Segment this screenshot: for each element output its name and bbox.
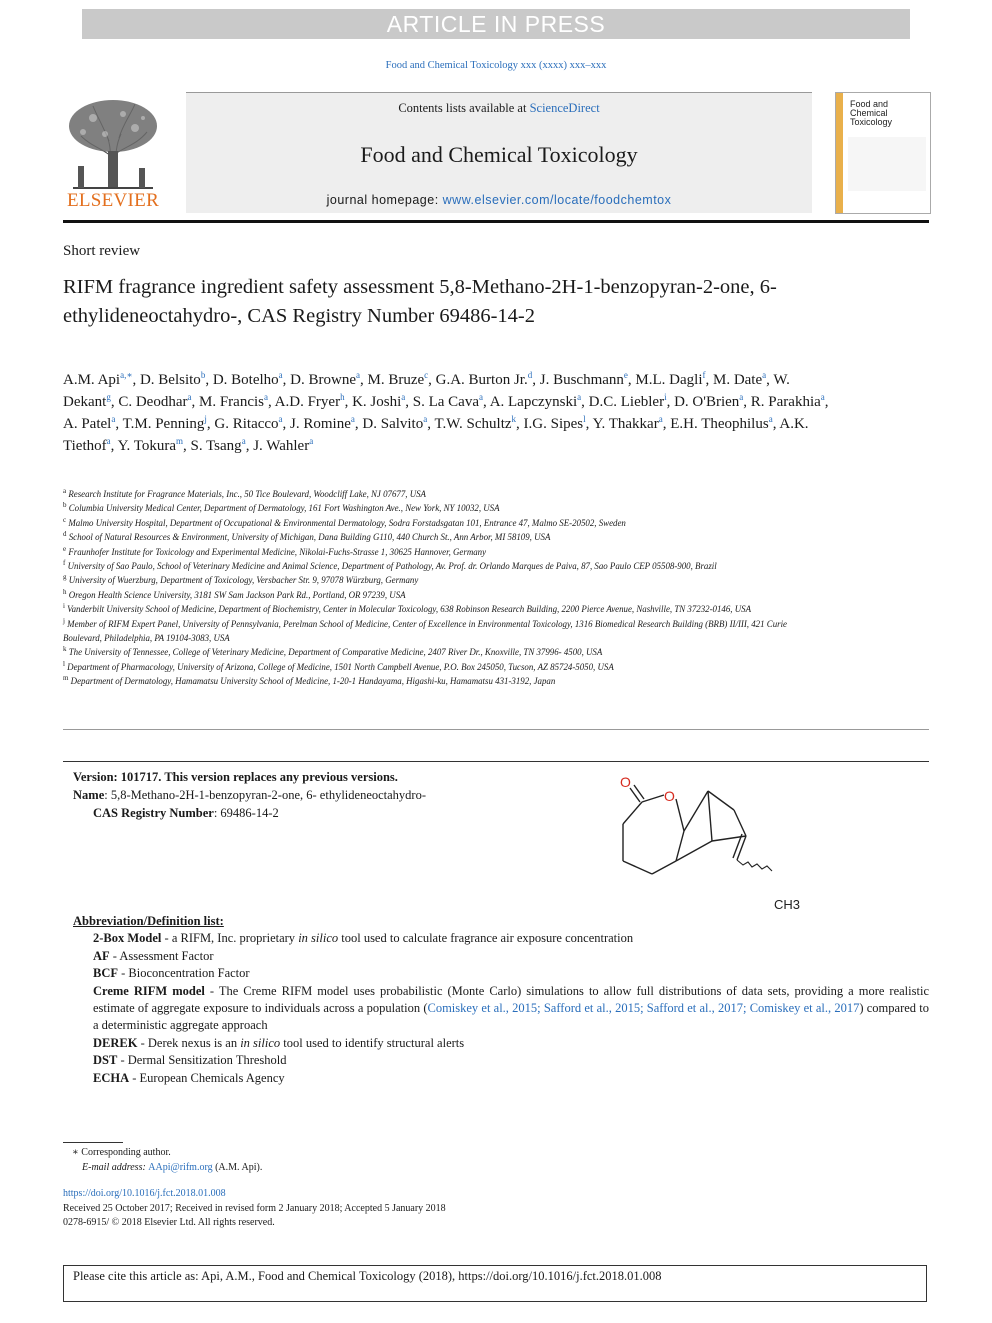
name-label: Name (73, 788, 105, 802)
author-name[interactable]: C. Deodhar (118, 394, 188, 410)
author-affiliation-marker[interactable]: c (424, 370, 429, 380)
abbreviation-list (73, 913, 929, 1087)
affiliation-item: $^j$ Member of RIFM Expert Panel, University of Pennsylvania, Perelman School of Medicine, Center of Excellence in Environmental Toxicology, 1316 Biomedical Research Building (BRB) II/III, 421 Curie Boulevard, Philadelphia, PA 19104-3083, USA (63, 616, 787, 644)
affiliation-item: $^m$ Department of Dermatology, Hamamatsu University School of Medicine, 1-20-1 Handayama, Higashi-ku, Hamamatsu 431-3192, Japan (63, 674, 556, 687)
author-name[interactable]: S. La Cava (412, 394, 479, 410)
sciencedirect-link[interactable]: ScienceDirect (529, 101, 600, 115)
received-dates: Received 25 October 2017; Received in revised form 2 January 2018; Accepted 5 January 2018 (63, 1202, 446, 1214)
author-affiliation-marker[interactable]: a (278, 370, 283, 380)
author-name[interactable]: M. Francis (198, 394, 264, 410)
cover-image (848, 137, 926, 191)
version-line: Version: 101717. This version replaces any previous versions. (73, 770, 398, 784)
author-name[interactable]: D.C. Liebler (588, 394, 665, 410)
affiliation-item: $^d$ School of Natural Resources & Environment, University of Michigan, Dana Building G110, 440 Church St., Ann Arbor, MI 58109, USA (63, 530, 551, 543)
homepage-link[interactable]: www.elsevier.com/locate/foodchemtox (442, 193, 672, 207)
affiliation-item: $^f$ University of Sao Paulo, School of Veterinary Medicine and Animal Science, Department of Pathology, Av. Prof. dr. Orlando Marques de Paiva, 87, Sao Paulo CEP 05508-900, Brazil (63, 559, 717, 572)
author-affiliation-marker[interactable]: a (278, 414, 283, 424)
author-affiliation-marker[interactable]: g (106, 392, 111, 402)
abbr-item-dst: DST - Dermal Sensitization Threshold (93, 1053, 287, 1068)
affiliation-item: $^e$ Fraunhofer Institute for Toxicology and Experimental Medicine, Nikolai-Fuchs-Strasse 1, 30625 Hannover, Germany (63, 544, 487, 557)
author-affiliation-marker[interactable]: e (623, 370, 628, 380)
author-name[interactable]: T.M. Penning (122, 416, 205, 432)
author-name[interactable]: I.G. Sipes (523, 416, 584, 432)
article-in-press-banner: ARTICLE IN PRESS (82, 9, 910, 39)
cas-line (73, 804, 573, 822)
structure-oxo-label: O (620, 774, 631, 790)
substance-info (73, 768, 573, 822)
affiliation-item: $^c$ Malmo University Hospital, Department of Occupational & Environmental Dermatology, Sodra Forstadsgatan 101, Entrance 47, Malmo SE-20502, Sweden (63, 515, 626, 528)
author-affiliation-marker[interactable]: h (340, 392, 345, 402)
author-name[interactable]: J. Wahler (253, 438, 310, 454)
cover-title: Food and Chemical Toxicology (850, 99, 893, 127)
author-affiliation-marker[interactable]: a (577, 392, 582, 402)
author-affiliation-marker[interactable]: a (820, 392, 825, 402)
author-name[interactable]: M.L. Dagli (635, 372, 703, 388)
contents-line (186, 101, 812, 116)
author-name[interactable]: G.A. Burton Jr. (435, 372, 528, 388)
creme-references-link[interactable]: Comiskey et al., 2015; Safford et al., 2015; Safford et al., 2017; Comiskey et al., 2017 (427, 1001, 860, 1016)
footnotes (72, 1145, 772, 1175)
abbr-item-bcf: BCF - Bioconcentration Factor (93, 966, 250, 981)
author-name[interactable]: D. Browne (290, 372, 356, 388)
info-box-rule (63, 761, 929, 762)
author-affiliation-marker[interactable]: a (479, 392, 483, 402)
author-affiliation-marker[interactable]: a (355, 370, 360, 380)
author-affiliation-marker[interactable]: j (204, 414, 207, 424)
footnote-rule (63, 1142, 123, 1143)
author-name[interactable]: M. Date (712, 372, 763, 388)
article-type: Short review (63, 243, 141, 259)
author-name[interactable]: E.H. Theophilus (670, 416, 769, 432)
abbr-item-af: AF - Assessment Factor (93, 948, 214, 963)
author-affiliation-marker[interactable]: i (664, 392, 667, 402)
author-name[interactable]: Y. Tokura (117, 438, 176, 454)
author-name[interactable]: T.W. Schultz (434, 416, 512, 432)
corresponding-author-note: ∗ Corresponding author. (72, 1147, 171, 1158)
author-affiliation-marker[interactable]: k (511, 414, 517, 424)
author-name[interactable]: J. Buschmann (539, 372, 624, 388)
chemical-structure (600, 766, 820, 916)
author-affiliation-marker[interactable]: a,∗ (120, 370, 133, 380)
author-name[interactable]: D. Belsito (139, 372, 201, 388)
author-affiliation-marker[interactable]: m (175, 436, 183, 446)
email-link[interactable]: AApi@rifm.org (148, 1162, 213, 1173)
author-affiliation-marker[interactable]: a (350, 414, 355, 424)
author-affiliation-marker[interactable]: a (241, 436, 246, 446)
journal-cover-thumbnail (835, 92, 931, 214)
author-name[interactable]: M. Bruze (367, 372, 425, 388)
author-list: A.M. Api$^{a,∗}$, D. Belsito$^b$, D. Botelho$^a$, D. Browne$^a$, M. Bruze$^c$, G.A. Burton Jr.$^d$, J. Buschmann$^e$, M.L. Dagli$^f$, M. Date$^a$, W. Dekant$^g$, C. Deodhar$^a$, M. Francis$^a$, A.D. Fryer$^h$, K. Joshi$^a$, S. La Cava$^a$, A. Lapczynski$^a$, D.C. Liebler$^i$, D. O'Brien$^a$, R. Parakhia$^a$, A. Patel$^a$, T.M. Penning$^j$, G. Ritacco$^a$, J. Romine$^a$, D. Salvito$^a$, T.W. Schultz$^k$, I.G. Sipes$^l$, Y. Thakkar$^a$, E.H. Theophilus$^a$, A.K. Tiethof$^a$, Y. Tokura$^m$, S. Tsang$^a$, J. Wahler$^a$ (63, 370, 829, 454)
author-affiliation-marker[interactable]: a (658, 414, 663, 424)
author-affiliation-marker[interactable]: a (111, 414, 116, 424)
author-affiliation-marker[interactable]: a (423, 414, 428, 424)
author-affiliation-marker[interactable]: a (309, 436, 314, 446)
affiliation-item: $^b$ Columbia University Medical Center, Department of Dermatology, 161 Fort Washington Ave., New York, NY 10032, USA (63, 501, 500, 514)
author-name[interactable]: A. Lapczynski (489, 394, 578, 410)
homepage-prefix: journal homepage: (326, 193, 443, 207)
abbr-item-2box: 2-Box Model - a RIFM, Inc. proprietary in silico tool used to calculate fragrance air exposure concentration (93, 931, 634, 946)
author-name[interactable]: D. O'Brien (674, 394, 740, 410)
cas-value: : 69486-14-2 (213, 806, 279, 820)
affiliation-item: $^h$ Oregon Health Science University, 3181 SW Sam Jackson Park Rd., Portland, OR 97239, USA (63, 587, 406, 600)
cover-stripe (836, 93, 843, 213)
author-name[interactable]: D. Salvito (362, 416, 424, 432)
author-affiliation-marker[interactable]: a (106, 436, 111, 446)
structure-methyl-label: CH3 (774, 897, 801, 912)
abbr-item-echa: ECHA - European Chemicals Agency (93, 1070, 285, 1085)
affiliation-list (63, 487, 818, 689)
author-affiliation-marker[interactable]: b (200, 370, 206, 380)
author-affiliation-marker[interactable]: a (263, 392, 268, 402)
affiliation-item: $^a$ Research Institute for Fragrance Materials, Inc., 50 Tice Boulevard, Woodcliff Lake, NJ 07677, USA (63, 487, 426, 499)
author-name[interactable]: A.M. Api (63, 372, 121, 388)
author-affiliation-marker[interactable]: f (702, 370, 706, 380)
affiliation-rule (63, 729, 929, 730)
author-affiliation-marker[interactable]: a (401, 392, 406, 402)
journal-title: Food and Chemical Toxicology (360, 142, 638, 167)
header-rule-bottom (63, 220, 929, 223)
contents-prefix: Contents lists available at (398, 101, 530, 115)
author-affiliation-marker[interactable]: a (739, 392, 744, 402)
author-name[interactable]: S. Tsang (190, 438, 242, 454)
affiliation-item: $^l$ Department of Pharmacology, University of Arizona, College of Medicine, 1501 North Campbell Avenue, P.O. Box 245050, Tucson, AZ 85724-5050, USA (63, 659, 614, 672)
journal-cite-line[interactable]: Food and Chemical Toxicology xxx (xxxx) xxx–xxx (385, 60, 607, 71)
structure-ring-o-label: O (664, 788, 675, 804)
email-note: E-mail address: AApi@rifm.org (A.M. Api). (82, 1162, 263, 1173)
affiliation-item: $^g$ University of Wuerzburg, Department of Toxicology, Versbacher Str. 9, 97078 Würzburg, Germany (63, 573, 419, 586)
abbr-item-creme: Creme RIFM model - The Creme RIFM model uses probabilistic (Monte Carlo) simulations to allow full distributions of data sets, providing a more realistic estimate of aggregate exposure to individuals across a population (Comiskey et al., 2015; Safford et al., 2015; Safford et al., 2017; Comiskey et al., 2017) compared to a deterministic aggregate approach (93, 983, 929, 1033)
author-name[interactable]: A. Patel (63, 416, 112, 432)
article-title: RIFM fragrance ingredient safety assessment 5,8-Methano-2H-1-benzopyran-2-one, 6- ethylideneoctahydro-, CAS Registry Number 69486-14-2 (63, 276, 777, 327)
author-name[interactable]: Y. Thakkar (592, 416, 659, 432)
author-affiliation-marker[interactable]: l (583, 414, 586, 424)
author-affiliation-marker[interactable]: a (762, 370, 767, 380)
author-name[interactable]: A.K. Tiethof (63, 416, 809, 454)
article-history (63, 1187, 763, 1231)
name-value: : 5,8-Methano-2H-1-benzopyran-2-one, 6- ethylideneoctahydro- (104, 788, 427, 802)
author-name[interactable]: W. Dekant (63, 372, 790, 410)
cas-label: CAS Registry Number (93, 806, 214, 820)
please-cite-box: Please cite this article as: Api, A.M., Food and Chemical Toxicology (2018), https://doi.org/10.1016/j.fct.2018.01.008 (63, 1265, 927, 1302)
doi-link[interactable]: https://doi.org/10.1016/j.fct.2018.01.008 (63, 1188, 226, 1199)
author-affiliation-marker[interactable]: d (527, 370, 533, 380)
abbr-item-derek: DEREK - Derek nexus is an in silico tool used to identify structural alerts (93, 1035, 465, 1050)
affiliation-item: $^k$ The University of Tennessee, College of Veterinary Medicine, Department of Comparative Medicine, 2407 River Dr., Knoxville, TN 37996- 4500, USA (63, 645, 603, 658)
abbreviation-heading: Abbreviation/Definition list: (73, 914, 224, 928)
journal-homepage (186, 193, 812, 207)
name-line (73, 786, 573, 804)
author-affiliation-marker[interactable]: a (768, 414, 773, 424)
copyright: 0278-6915/ © 2018 Elsevier Ltd. All rights reserved. (63, 1217, 275, 1228)
author-name[interactable]: G. Ritacco (214, 416, 279, 432)
author-affiliation-marker[interactable]: a (187, 392, 192, 402)
author-name[interactable]: A.D. Fryer (274, 394, 341, 410)
publisher-name: ELSEVIER (66, 190, 160, 211)
author-name[interactable]: D. Botelho (212, 372, 279, 388)
author-name[interactable]: R. Parakhia (750, 394, 821, 410)
author-name[interactable]: J. Romine (290, 416, 351, 432)
author-name[interactable]: K. Joshi (352, 394, 402, 410)
affiliation-item: $^i$ Vanderbilt University School of Medicine, Department of Biochemistry, Center in Molecular Toxicology, 638 Robinson Research Building, 2200 Pierce Avenue, Nashville, TN 37232-0146, USA (63, 602, 752, 615)
